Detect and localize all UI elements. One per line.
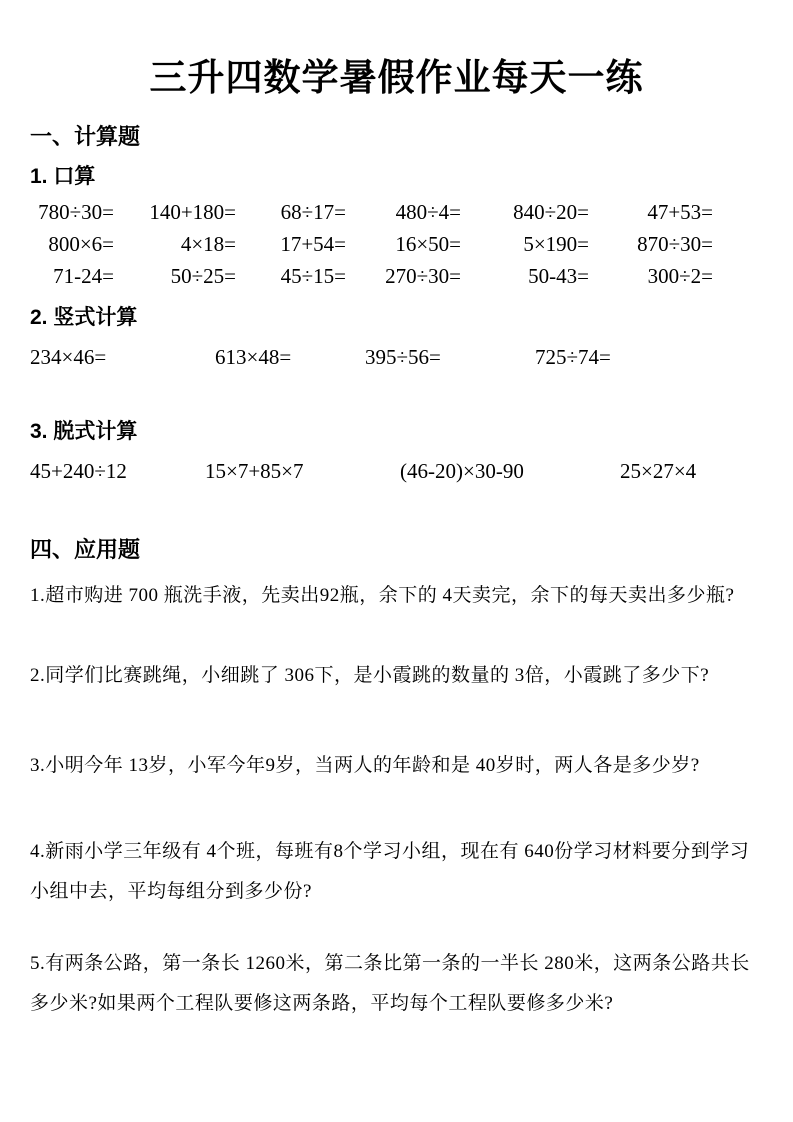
oral-calc-grid (30, 196, 763, 292)
word-problem-1: 1.超市购进 700 瓶洗手液，先卖出92瓶，余下的 4天卖完，余下的每天卖出多少瓶? (30, 585, 735, 606)
oral-problem: 71-24= (53, 264, 114, 288)
stepwise-problem: (46-20)×30-90 (400, 459, 524, 483)
oral-problem: 50-43= (528, 264, 589, 288)
oral-problem: 480÷4= (395, 200, 461, 224)
oral-problem: 270÷30= (385, 264, 461, 288)
oral-problem: 780÷30= (38, 200, 114, 224)
word-problem-5: 5.有两条公路，第一条长 1260米，第二条比第一条的一半长 280米，这两条公路共长多少米?如果两个工程队要修这两条路，平均每个工程队要修多少米? (30, 953, 750, 1014)
stepwise-calc-row (30, 457, 763, 485)
oral-problem: 4×18= (180, 232, 236, 256)
oral-problem: 68÷17= (280, 200, 346, 224)
oral-problem: 17+54= (280, 232, 346, 256)
vertical-calc-row (30, 343, 763, 371)
oral-problem: 140+180= (149, 200, 236, 224)
page-title: 三升四数学暑假作业每天一练 (149, 57, 644, 98)
oral-problem: 16×50= (395, 232, 461, 256)
oral-problem: 300÷2= (647, 264, 713, 288)
word-problem-3: 3.小明今年 13岁，小军今年9岁，当两人的年龄和是 40岁时，两人各是多少岁? (30, 755, 700, 776)
stepwise-problem: 45+240÷12 (30, 459, 127, 483)
oral-problem: 47+53= (647, 200, 713, 224)
word-problem-4: 4.新雨小学三年级有 4个班，每班有8个学习小组，现在有 640份学习材料要分到学习小组中去，平均每组分到多少份? (30, 841, 750, 902)
oral-problem: 870÷30= (637, 232, 713, 256)
vertical-problem: 395÷56= (365, 345, 441, 369)
oral-problem: 5×190= (523, 232, 589, 256)
oral-problem: 45÷15= (280, 264, 346, 288)
oral-problem: 800×6= (48, 232, 114, 256)
subsection-heading-oral-calc: 1. 口算 (30, 165, 96, 188)
subsection-heading-vertical-calc: 2. 竖式计算 (30, 306, 138, 329)
section-heading-word-problems: 四、应用题 (30, 537, 141, 562)
subsection-heading-stepwise-calc: 3. 脱式计算 (30, 420, 138, 443)
oral-problem: 840÷20= (513, 200, 589, 224)
stepwise-problem: 15×7+85×7 (205, 459, 304, 483)
section-heading-calculation: 一、计算题 (30, 124, 141, 149)
vertical-problem: 234×46= (30, 345, 107, 369)
oral-problem: 50÷25= (170, 264, 236, 288)
word-problem-2: 2.同学们比赛跳绳，小细跳了 306下，是小霞跳的数量的 3倍，小霞跳了多少下? (30, 665, 710, 686)
vertical-problem: 613×48= (215, 345, 292, 369)
stepwise-problem: 25×27×4 (620, 459, 697, 483)
vertical-problem: 725÷74= (535, 345, 611, 369)
